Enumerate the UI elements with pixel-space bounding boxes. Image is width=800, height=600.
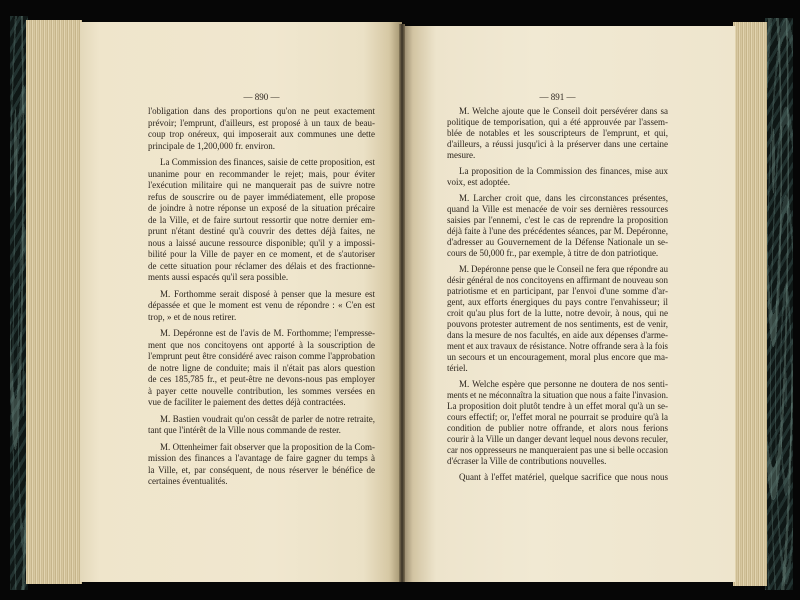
text-line-content: l'emprunt peut être considéré avec raison comme l'approbation (148, 351, 375, 361)
text-line-content: coup trop onéreux, qui imposerait aux communes une dette (148, 129, 375, 139)
text-line-content: La proposition doit plutôt tendre à un effet moral qu'à un se- (447, 401, 668, 411)
text-line-content: tant que l'intérêt de la Ville nous commande de rester. (148, 425, 341, 435)
text-line (148, 141, 375, 153)
text-line (148, 272, 375, 284)
paragraph (148, 328, 375, 409)
text-line-content: M. Welche ajoute que le Conseil doit persévérer dans sa (459, 106, 668, 116)
text-line-content: patriotisme et en participant, par l'envoi d'une somme d'ar- (447, 286, 668, 296)
text-line (447, 434, 668, 445)
text-line-content: à payer cette nouvelle contribution, les sommes versées en (148, 385, 375, 396)
text-line (148, 169, 375, 181)
text-line (447, 401, 668, 412)
text-line (447, 330, 668, 341)
text-line (447, 204, 668, 215)
paragraph (447, 166, 668, 188)
text-line-content: d'ailleurs, a réussi jusqu'ici à la préserver dans une certaine (447, 139, 668, 149)
text-line (148, 300, 375, 312)
text-line-content: croit qu'au plus fort de la lutte, notre devoir, à nous, qui ne (447, 308, 668, 318)
right-page (403, 26, 735, 582)
text-line-content: La Commission des finances, saisie de cette proposition, est (160, 157, 375, 167)
text-line-content: dépassée et que le moment est venu de répondre : « C'en est (148, 300, 375, 310)
text-line (447, 297, 668, 308)
text-line-content: désir général de nos concitoyens en affirmant de nouveau son (447, 275, 668, 285)
text-line (447, 215, 668, 226)
paragraph (148, 414, 375, 437)
paragraph (148, 442, 375, 488)
text-line (459, 472, 668, 483)
page-number: — 890 — (243, 92, 280, 102)
book-gutter (399, 24, 405, 582)
text-line-content: unanime pour en recommander le rejet; mais, pour éviter (148, 168, 375, 179)
text-line-content: refus de souscrire ou de payer immédiatement, elle propose (148, 191, 375, 202)
text-line-content: M. Larcher croit que, dans les circonstances présentes, (459, 193, 668, 203)
page-edges-right (733, 22, 767, 586)
text-line (447, 117, 668, 128)
page-body (447, 106, 668, 488)
paragraph (447, 106, 668, 161)
text-line-content: Quant à l'effet matériel, quelque sacrifice que nous nous (459, 472, 668, 482)
text-line (148, 312, 375, 324)
paragraph (148, 157, 375, 284)
text-line-content: ments et ne méconnaîtra la situation que nous a faite l'invasion. (447, 390, 668, 400)
text-line (447, 237, 668, 248)
text-line (447, 363, 668, 374)
text-line (148, 453, 375, 465)
text-line (148, 203, 375, 215)
text-line-content: ment et aux travaux de résistance. Notre offrande sera à la fois (447, 341, 668, 351)
left-page (80, 22, 402, 582)
text-line-content: de joindre à notre réponse un exposé de la situation précaire (148, 203, 375, 213)
text-line-content: dans la mesure de nos facultés, en aide aux dépenses d'arme- (447, 330, 668, 340)
text-line (447, 226, 668, 237)
text-line (148, 261, 375, 273)
text-line (148, 465, 375, 477)
text-line-content: vue de faciliter le paiement des dettes déjà contractées. (148, 397, 346, 407)
text-line (148, 425, 375, 437)
text-line-content: La proposition de la Commission des finances, mise aux (459, 166, 668, 176)
text-line (148, 476, 375, 488)
text-line (447, 275, 668, 286)
text-line (447, 341, 668, 352)
paragraph (447, 472, 668, 483)
text-line-content: de la Ville, et de faire surtout ressortir que notre dernier em- (148, 214, 375, 225)
text-line (160, 328, 375, 340)
text-line (160, 414, 375, 426)
text-line-content: d'écraser la Ville de contributions nouvelles. (447, 456, 607, 466)
text-line (148, 386, 375, 398)
text-line (148, 340, 375, 352)
text-line (148, 118, 375, 130)
text-line (459, 193, 668, 204)
text-line (148, 226, 375, 238)
text-line-content: ments aussi espacés qu'il sera possible. (148, 272, 289, 282)
text-line-content: M. Depéronne pense que le Conseil ne fera que répondre au (459, 264, 668, 274)
text-line (148, 180, 375, 192)
text-line-content: déjà faite à l'une des précédentes séances, par M. Depéronne, (447, 226, 668, 236)
text-line-content: blée de notables et les souscripteurs de l'emprunt, et qui, (447, 128, 668, 138)
text-line (447, 456, 668, 467)
text-line-content: M. Bastien voudrait qu'on cessât de parler de notre retraite, (160, 413, 375, 424)
text-line (160, 157, 375, 169)
text-line-content: ment que nos concitoyens ont apporté à la souscription de (148, 339, 375, 350)
text-line-content: mesure. (447, 150, 476, 160)
text-line (447, 352, 668, 363)
page-number: — 891 — (539, 92, 576, 102)
text-line-content: prévoir; l'emprunt, d'ailleurs, est proposé à un taux de beau- (148, 117, 375, 128)
text-line-content: courir à la Ville un danger devant lequel nous devons reculer, (447, 434, 668, 444)
text-line (148, 238, 375, 250)
text-line-content: politique de temporisation, qui a été approuvée par l'assem- (447, 117, 668, 127)
text-line-content: M. Ottenheimer fait observer que la proposition de la Com- (160, 441, 375, 452)
text-line (447, 390, 668, 401)
text-line-content: cours de 50,000 fr., par exemple, à titre de don patriotique. (447, 248, 659, 258)
text-line-content: gent, aux efforts énergiques du pays contre l'envahisseur; il (447, 297, 668, 307)
text-line (459, 264, 668, 275)
paragraph (148, 289, 375, 324)
text-line (447, 128, 668, 139)
text-line-content: certaines éventualités. (148, 476, 228, 486)
text-line-content: principale de 1,200,000 fr. environ. (148, 140, 275, 151)
text-line (447, 139, 668, 150)
text-line (447, 445, 668, 456)
text-line-content: l'obligation dans des proportions qu'on ne peut exactement (148, 106, 375, 116)
text-line-content: de notre ligne de conduite; mais il n'était pas alors question (148, 362, 375, 373)
text-line-content: saisies par l'ennemi, c'est le cas de reprendre la proposition (447, 215, 668, 225)
text-line-content: d'adresser au Gouvernement de la Défense Nationale un se- (447, 237, 668, 247)
page-body (148, 106, 375, 493)
text-line-content: M. Depéronne est de l'avis de M. Forthomme; l'empresse- (160, 328, 375, 338)
paragraph (447, 193, 668, 259)
text-line-content: trop, » et de nous retirer. (148, 311, 237, 322)
text-line-content: l'exécution militaire qui ne manquerait pas de suivre notre (148, 180, 375, 190)
text-line (160, 289, 375, 301)
text-line-content: mission des finances a l'avantage de faire gagner du temps à (148, 453, 375, 463)
text-line (459, 166, 668, 177)
text-line (148, 363, 375, 375)
text-line (160, 442, 375, 454)
text-line-content: de cette situation pour réclamer des délais et des fractionne- (148, 260, 375, 271)
text-line-content: M. Welche espère que personne ne doutera de nos senti- (459, 379, 668, 389)
text-line-content: un secours et un encouragement, moral plus encore que ma- (447, 352, 668, 362)
text-line (447, 286, 668, 297)
text-line (447, 177, 668, 188)
text-line (447, 248, 668, 259)
page-edges-left (26, 20, 82, 584)
text-line (459, 106, 668, 117)
paragraph (447, 379, 668, 467)
paragraph (148, 106, 375, 152)
text-line (148, 129, 375, 141)
text-line-content: condition de publier notre offrande, et alors nous ferions (447, 423, 668, 433)
text-line (447, 308, 668, 319)
text-line-content: pouvons protester autrement de nos sentiments, est de venir, (447, 319, 668, 329)
text-line (447, 412, 668, 423)
text-line-content: de ces 185,785 fr., et peut-être ne devons-nous pas employer (148, 374, 375, 384)
text-line (447, 423, 668, 434)
text-line-content: car nos oppresseurs ne manqueraient pas une si belle occasion (447, 445, 668, 455)
text-line (148, 351, 375, 363)
text-line (148, 249, 375, 261)
text-line (459, 379, 668, 390)
text-line (148, 215, 375, 227)
text-line-content: bilité pour la Ville de payer en ce moment, et de s'autoriser (148, 249, 375, 259)
marbled-cover-right (765, 18, 793, 590)
text-line (148, 192, 375, 204)
text-line (148, 106, 375, 118)
text-line-content: M. Forthomme serait disposé à penser que la mesure est (160, 288, 375, 299)
paragraph (447, 264, 668, 374)
text-line (148, 397, 375, 409)
text-line (447, 150, 668, 161)
text-line-content: prunt n'étant destiné qu'à couvrir des dettes déjà faites, ne (148, 226, 375, 236)
text-line-content: cours effectif; or, l'effet moral ne pourrait se produire qu'à la (447, 412, 668, 422)
text-line-content: la Ville, et, par conséquent, de nous réserver le bénéfice de (148, 464, 375, 475)
text-line-content: quand la Ville est menacée de voir ses dernières ressources (447, 204, 668, 214)
text-line (447, 319, 668, 330)
text-line (148, 374, 375, 386)
text-line-content: voix, est adoptée. (447, 177, 510, 187)
text-line-content: nous a laissé aucune ressource disponible; qu'il y a impossi- (148, 237, 375, 248)
text-line-content: tériel. (447, 363, 468, 373)
